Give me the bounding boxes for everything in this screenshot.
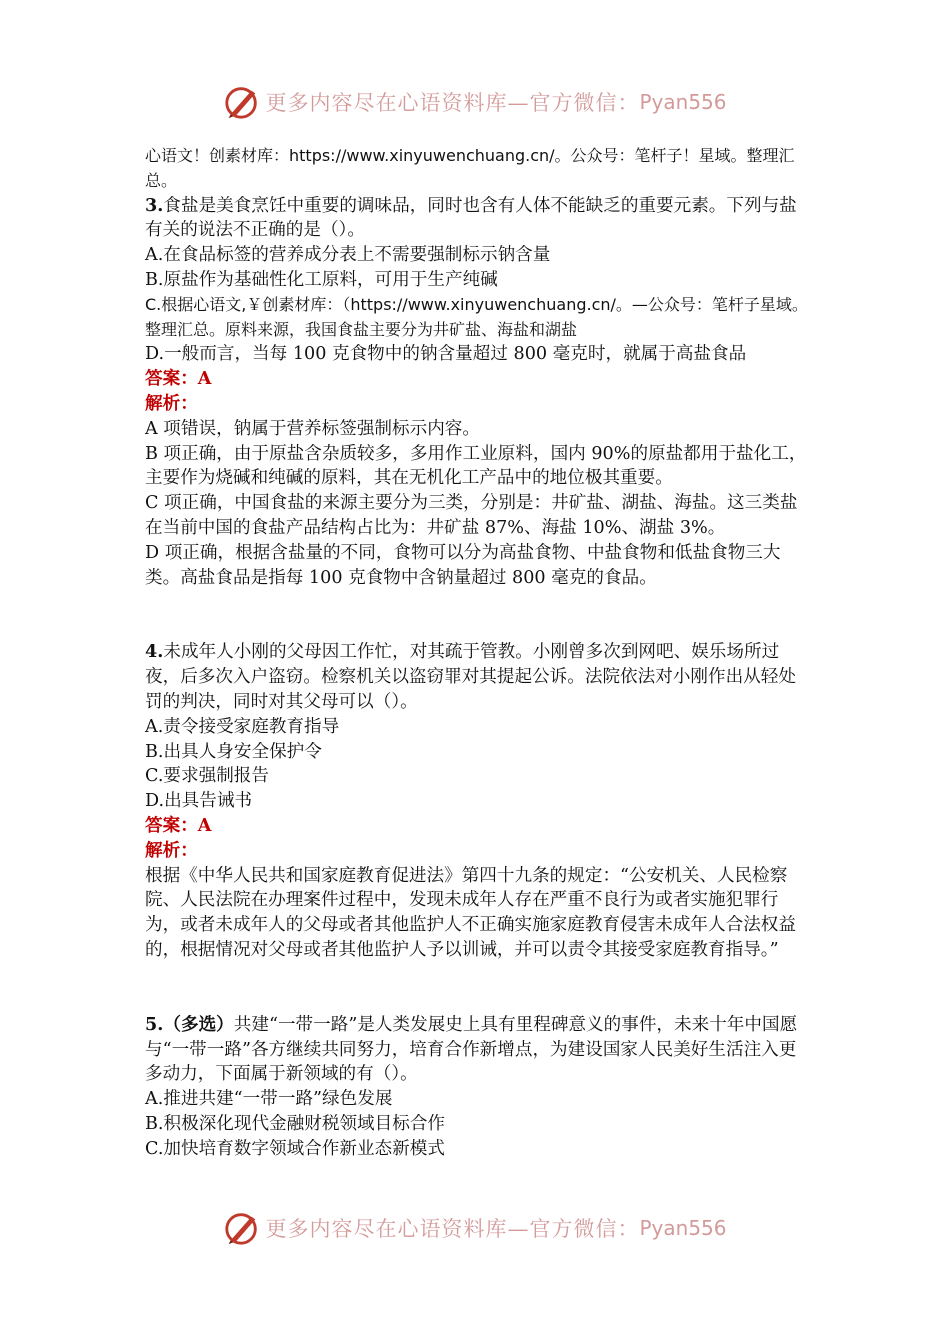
question-5-stem bbox=[145, 1013, 813, 1087]
question-5-number: 5. bbox=[145, 1013, 164, 1035]
question-5-text: 共建“一带一路”是人类发展史上具有里程碑意义的事件，未来十年中国愿与“一带一路”各方继续共同努力，培育合作新增点，为建设国家人民美好生活注入更多动力，下面属于新领域的有（）。 bbox=[145, 1014, 798, 1085]
q4-option-a: A.责令接受家庭教育指导 bbox=[145, 716, 340, 737]
header-banner bbox=[0, 82, 950, 122]
q4-answer: 答案：A bbox=[145, 814, 212, 836]
question-3-number: 3. bbox=[145, 194, 164, 216]
q3-analysis-a: A 项错误，钠属于营养标签强制标示内容。 bbox=[145, 418, 480, 439]
q4-option-b: B.出具人身安全保护令 bbox=[145, 741, 322, 762]
question-3-stem bbox=[145, 194, 813, 244]
q3-analysis-d: D 项正确，根据含盐量的不同，食物可以分为高盐食物、中盐食物和低盐食物三大类。高盐食品是指每 100 克食物中含钠量超过 800 毫克的食品。 bbox=[145, 542, 781, 588]
q5-option-b: B.积极深化现代金融财税领域目标合作 bbox=[145, 1113, 446, 1134]
q3-analysis-label: 解析： bbox=[145, 392, 198, 414]
banner-text: 更多内容尽在心语资料库—官方微信： bbox=[265, 91, 640, 115]
pen-logo-icon bbox=[223, 83, 261, 121]
q4-analysis: 根据《中华人民共和国家庭教育促进法》第四十九条的规定：“公安机关、人民检察院、人民法院在办理案件过程中，发现未成年人存在严重不良行为或者实施犯罪行为，或者未成年人的父母或者其他监护人不正确实施家庭教育侵害未成年人合法权益的，根据情况对父母或者其他监护人予以训诫，并可以责令其接受家庭教育指导。” bbox=[145, 865, 796, 960]
section-spacer bbox=[145, 963, 813, 1013]
question-4-text: 未成年人小刚的父母因工作忙，对其疏于管教。小刚曾多次到网吧、娱乐场所过夜，后多次入户盗窃。检察机关以盗窃罪对其提起公诉。法院依法对小刚作出从轻处罚的判决，同时对其父母可以（）。 bbox=[145, 642, 796, 712]
q3-option-d: D.一般而言，当每 100 克食物中的钠含量超过 800 毫克时，就属于高盐食品 bbox=[145, 344, 747, 365]
question-5-tag: （多选） bbox=[163, 1013, 234, 1035]
q4-option-d: D.出具告诫书 bbox=[145, 791, 253, 812]
pen-logo-icon bbox=[223, 1209, 261, 1247]
q4-analysis-label: 解析： bbox=[145, 839, 198, 861]
q4-option-c: C.要求强制报告 bbox=[145, 766, 269, 787]
section-spacer bbox=[145, 590, 813, 640]
question-4-number: 4. bbox=[145, 641, 164, 663]
banner-wechat-id: Pyan556 bbox=[639, 1216, 727, 1240]
banner-text: 更多内容尽在心语资料库—官方微信： bbox=[265, 1217, 640, 1241]
question-4-stem bbox=[145, 640, 813, 714]
document-body bbox=[145, 144, 813, 1161]
intro-source-line: 心语文！创素材库：https://www.xinyuwenchuang.cn/。公众号：笔杆子！星域。整理汇总。 bbox=[145, 146, 795, 190]
q3-option-a: A.在食品标签的营养成分表上不需要强制标示钠含量 bbox=[145, 245, 551, 266]
q3-analysis-c: C 项正确，中国食盐的来源主要分为三类，分别是：井矿盐、湖盐、海盐。这三类盐在当前中国的食盐产品结构占比为：井矿盐 87%、海盐 10%、湖盐 3%。 bbox=[145, 493, 798, 538]
q3-analysis-b: B 项正确，由于原盐含杂质较多，多用作工业原料，国内 90%的原盐都用于盐化工，主要作为烧碱和纯碱的原料，其在无机化工产品中的地位极其重要。 bbox=[145, 443, 807, 489]
footer-banner bbox=[0, 1208, 950, 1248]
q3-option-c: C.根据心语文,￥创素材库：（https://www.xinyuwenchuang.cn/。—公众号：笔杆子星域。整理汇总。原料来源，我国食盐主要分为井矿盐、海盐和湖盐 bbox=[145, 294, 808, 339]
q3-option-b: B.原盐作为基础性化工原料，可用于生产纯碱 bbox=[145, 269, 498, 290]
q5-option-c: C.加快培育数字领域合作新业态新模式 bbox=[145, 1138, 445, 1159]
question-3-text: 食盐是美食烹饪中重要的调味品，同时也含有人体不能缺乏的重要元素。下列与盐有关的说法不正确的是（）。 bbox=[145, 195, 797, 241]
banner-wechat-id: Pyan556 bbox=[639, 90, 727, 114]
q3-answer: 答案：A bbox=[145, 368, 212, 390]
q5-option-a: A.推进共建“一带一路”绿色发展 bbox=[145, 1089, 393, 1110]
